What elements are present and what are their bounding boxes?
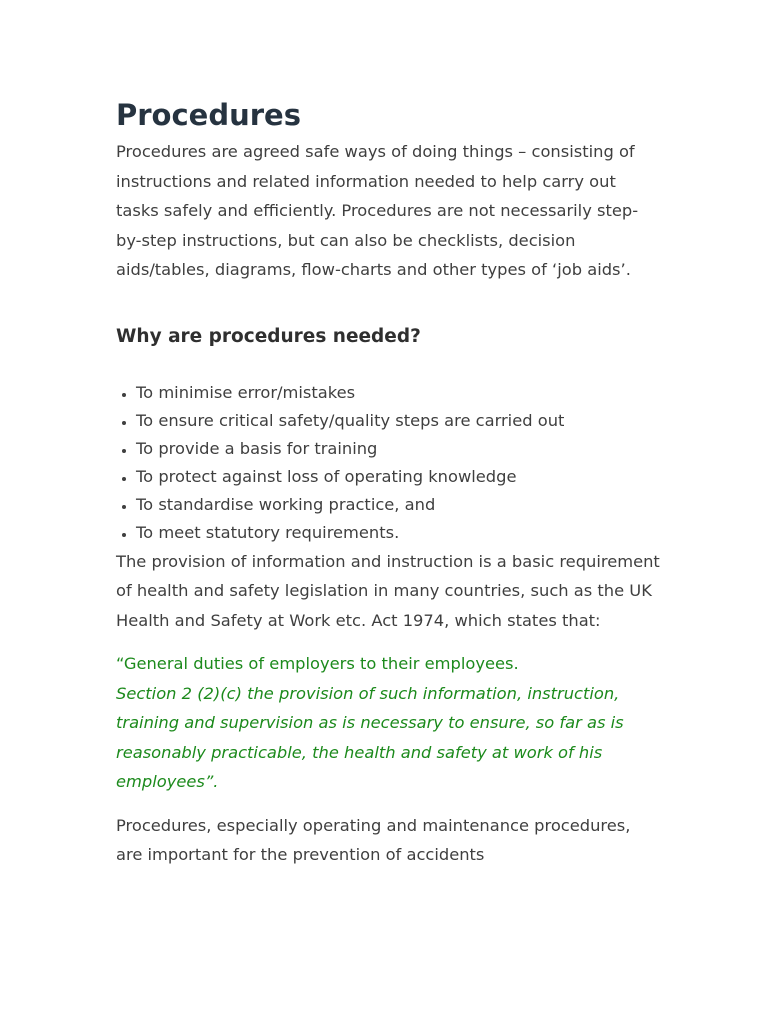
legislation-quote	[116, 649, 661, 797]
intro-paragraph: Procedures are agreed safe ways of doing things – consisting of instructions and related information needed to help carry out tasks safely and efficiently. Procedures are not necessarily step-by-step instructions, but can also be checklists, decision aids/tables, diagrams, flow-charts and other types of ‘job aids’.	[116, 142, 639, 279]
list-item: • To provide a basis for training	[136, 435, 661, 463]
list-item: • To ensure critical safety/quality steps are carried out	[136, 407, 661, 435]
closing-paragraph: Procedures, especially operating and maintenance procedures, are important for the prevention of accidents	[116, 815, 631, 864]
document-page	[116, 96, 661, 870]
page-title: Procedures	[116, 98, 301, 132]
quote-body: Section 2 (2)(c) the provision of such information, instruction, training and supervision as is necessary to ensure, so far as is reasonably practicable, the health and safety at work of his employees”.	[116, 683, 624, 791]
list-item: • To standardise working practice, and	[136, 491, 661, 519]
section-heading: Why are procedures needed?	[116, 325, 421, 347]
list-item: • To minimise error/mistakes	[136, 379, 661, 407]
list-item: • To protect against loss of operating knowledge	[136, 463, 661, 491]
reasons-list	[116, 379, 661, 547]
legislation-paragraph: The provision of information and instruction is a basic requirement of health and safety legislation in many countries, such as the UK Health and Safety at Work etc. Act 1974, which states that:	[116, 551, 660, 630]
list-item: • To meet statutory requirements.	[136, 519, 661, 547]
quote-heading: “General duties of employers to their employees.	[116, 654, 519, 673]
